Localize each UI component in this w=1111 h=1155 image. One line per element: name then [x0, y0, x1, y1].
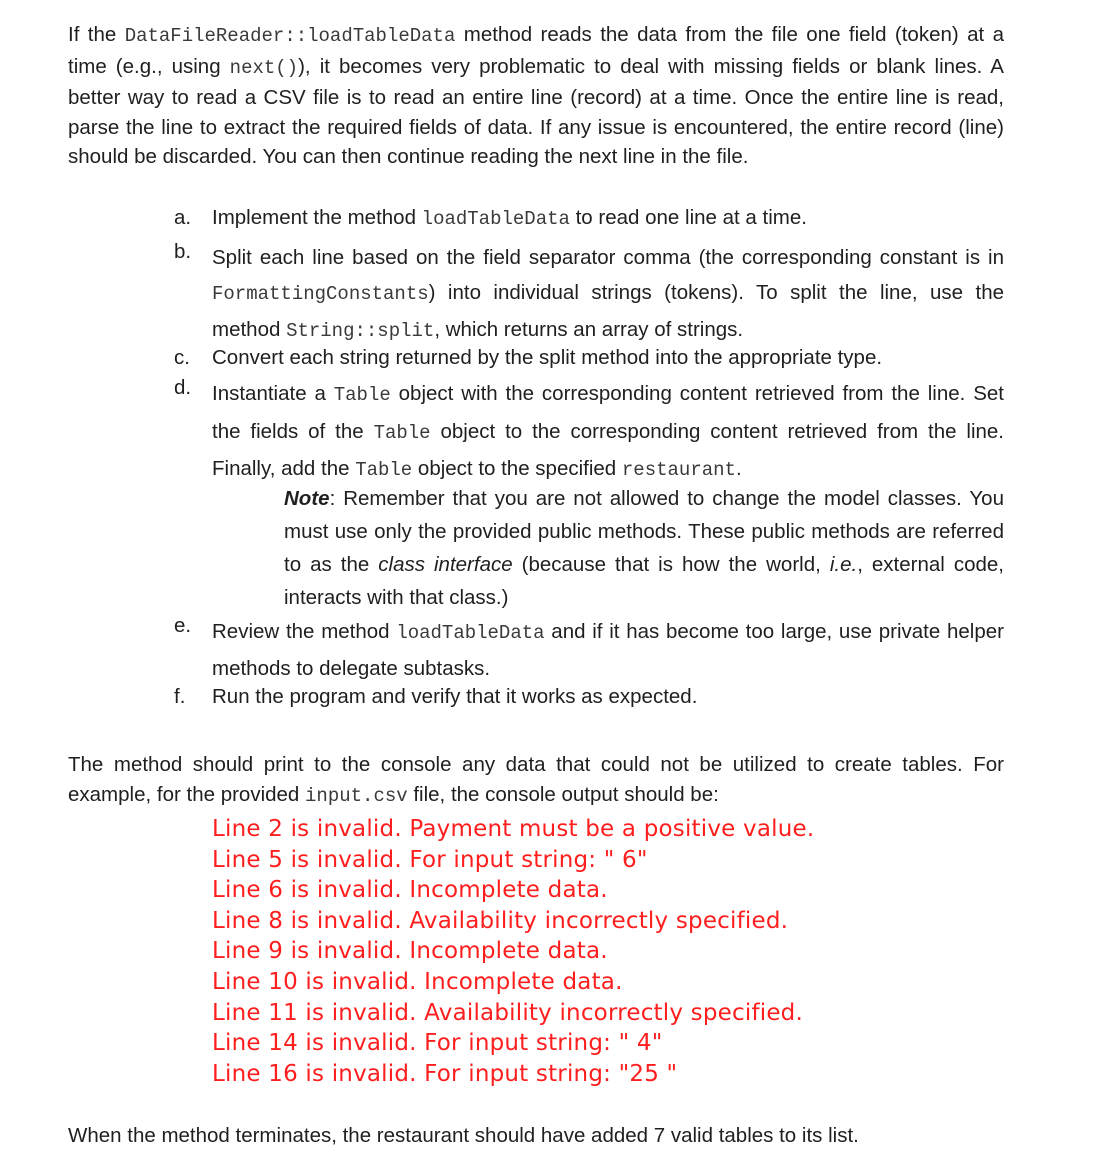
step-e-code-1: loadTableData	[396, 622, 545, 644]
para2-text-2: file, the console output should be:	[407, 782, 719, 806]
console-line: Line 10 is invalid. Incomplete data.	[212, 968, 623, 995]
step-d-text-4: object to the specified	[412, 457, 622, 480]
intro-text-3: ), it becomes very problematic to deal with missing fields or blank lines. A better way to read a CSV file is to read an entire line (record) at a time. Once the entire line is read, parse the line to extract the required fields of data. If any issue is encountered, the entire record (line) should be discarded. You can then continue reading the next line in the file.	[68, 54, 1004, 168]
intro-text-2: method reads the data from the file one field (token) at a time (e.g., using	[68, 23, 1004, 78]
code-next: next()	[229, 56, 299, 79]
note-label: Note	[284, 487, 330, 510]
step-f-marker: f.	[174, 685, 186, 708]
step-b-text-1: Split each line based on the field separator comma (the corresponding constant is in	[212, 246, 1004, 269]
step-a-text-2: to read one line at a time.	[569, 206, 807, 229]
step-a-body	[212, 204, 1004, 233]
step-d-code-2: Table	[373, 421, 431, 444]
step-d-text-1: Instantiate a	[212, 382, 334, 405]
console-line: Line 11 is invalid. Availability incorrectly specified.	[212, 999, 803, 1026]
note-text-2: (because that is how the world,	[512, 553, 830, 576]
console-output	[212, 814, 972, 1089]
step-c-body	[212, 344, 1004, 372]
step-a-text-1: Implement the method	[212, 206, 422, 229]
step-d-text-5: .	[735, 457, 742, 480]
step-d-code-1: Table	[333, 384, 391, 406]
step-d-code-4: restaurant	[621, 459, 736, 481]
intro-paragraph	[68, 20, 1004, 172]
console-line: Line 6 is invalid. Incomplete data.	[212, 877, 608, 904]
note-text-3: , external code, interacts with that class.)	[284, 553, 1004, 609]
console-line: Line 14 is invalid. For input string: " 4"	[212, 1030, 663, 1057]
code-dataFileReader-loadTableData: DataFileReader::loadTableData	[124, 25, 456, 47]
step-d-text-2: object with the corresponding content retrieved from the line. Set the fields of the	[212, 382, 1004, 443]
note-text-1: : Remember that you are not allowed to change the model classes. You must use only the provided public methods. These public methods are referred to as the	[284, 487, 1004, 576]
step-b-marker: b.	[174, 240, 192, 263]
step-e-text-1: Review the method	[212, 620, 397, 643]
step-f-body	[212, 683, 1004, 711]
closing-paragraph: When the method terminates, the restaurant should have added 7 valid tables to its list.	[68, 1124, 859, 1147]
console-line: Line 8 is invalid. Availability incorrectly specified.	[212, 907, 789, 934]
step-a-marker: a.	[174, 206, 192, 229]
step-b-text-2: ) into individual strings (tokens). To split the line, use the method	[212, 281, 1004, 341]
step-e-body	[212, 614, 1004, 687]
step-b-text-3: , which returns an array of strings.	[434, 318, 744, 341]
step-c-marker: c.	[174, 346, 190, 369]
console-line: Line 2 is invalid. Payment must be a positive value.	[212, 816, 815, 842]
console-line: Line 9 is invalid. Incomplete data.	[212, 938, 608, 965]
note-emphasis-ie: i.e.	[829, 553, 858, 576]
note-block	[284, 482, 1004, 614]
step-d-code-3: Table	[355, 459, 413, 481]
step-c-text-1: Convert each string returned by the split method into the appropriate type.	[212, 346, 883, 369]
step-e-text-2: and if it has become too large, use private helper methods to delegate subtasks.	[212, 620, 1004, 680]
step-d-body	[212, 376, 1004, 489]
step-b-body	[212, 240, 1004, 349]
step-a-code-1: loadTableData	[421, 208, 570, 230]
step-f-text-1: Run the program and verify that it works as expected.	[212, 685, 698, 708]
console-line: Line 16 is invalid. For input string: "25 "	[212, 1060, 678, 1087]
step-e-marker: e.	[174, 614, 192, 637]
para2-text-1: The method should print to the console any data that could not be utilized to create tables. For example, for the provided	[68, 753, 1004, 806]
step-b-code-2: String::split	[286, 320, 435, 342]
step-d-marker: d.	[174, 376, 192, 399]
intro-text-1: If the	[68, 23, 125, 46]
code-input-csv: input.csv	[305, 784, 408, 807]
console-line: Line 5 is invalid. For input string: " 6"	[212, 846, 648, 873]
step-d-text-3: object to the corresponding content retrieved from the line. Finally, add the	[212, 419, 1004, 480]
note-emphasis-class-interface: class interface	[378, 553, 513, 576]
console-intro-paragraph	[68, 750, 1004, 811]
step-b-code-1: FormattingConstants	[212, 283, 429, 305]
